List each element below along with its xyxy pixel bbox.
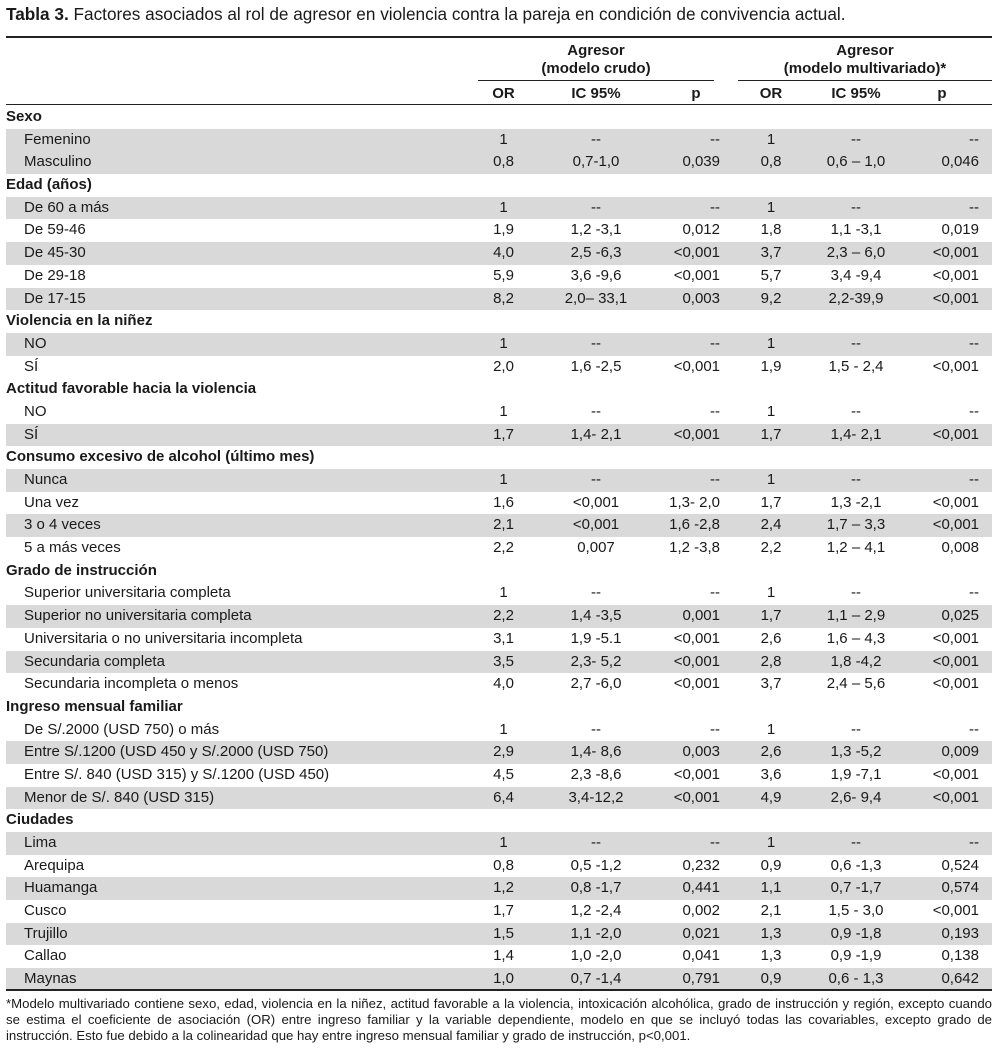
p-multi-cell: <0,001 — [932, 516, 979, 534]
or-crude-cell: 2,2 — [493, 607, 514, 625]
or-multi-cell: 1 — [766, 198, 776, 216]
or-multi-cell: 1 — [766, 834, 776, 851]
p-crude-cell: <0,001 — [673, 357, 720, 375]
ic-crude-cell: 1,9 -5.1 — [570, 629, 622, 647]
ic-multi-cell: 0,9 -1,9 — [830, 947, 882, 965]
row-label: 5 a más veces — [24, 539, 121, 557]
ic-crude-cell: 1,0 -2,0 — [570, 947, 622, 965]
ic-crude-cell: 1,1 -2,0 — [570, 924, 622, 942]
group-underline-crude — [478, 80, 714, 81]
ic-multi-cell: 0,7 -1,7 — [830, 879, 882, 897]
col-header-or-multi: OR — [759, 85, 783, 102]
or-crude-cell: 4,5 — [493, 765, 514, 783]
ic-crude-cell: <0,001 — [572, 493, 620, 511]
p-crude-cell: 1,2 -3,8 — [669, 539, 720, 557]
p-crude-cell: <0,001 — [673, 765, 720, 783]
table-row — [6, 356, 992, 379]
p-multi-cell: 0,008 — [941, 539, 979, 557]
table-row — [6, 787, 992, 810]
ic-crude-cell: 0,5 -1,2 — [570, 856, 622, 874]
or-crude-cell: 1,2 — [493, 879, 514, 897]
ic-multi-cell: 0,9 -1,8 — [830, 924, 882, 942]
row-label: De 60 a más — [24, 198, 110, 216]
ic-multi-cell: 1,1 – 2,9 — [826, 607, 886, 625]
p-multi-cell: <0,001 — [932, 765, 979, 783]
ic-crude-cell: 1,4- 2,1 — [570, 425, 622, 443]
or-multi-cell: 4,9 — [760, 788, 782, 806]
row-label: De 29-18 — [24, 266, 86, 284]
ic-crude-cell: -- — [591, 720, 601, 738]
or-multi-cell: 2,4 — [760, 516, 782, 534]
section-header-row — [6, 310, 992, 333]
p-multi-cell: <0,001 — [932, 788, 979, 806]
table-row — [6, 628, 992, 651]
p-multi-cell: <0,001 — [932, 652, 979, 670]
ic-multi-cell: 1,7 – 3,3 — [826, 516, 886, 534]
ic-multi-cell: 0,6 - 1,3 — [828, 970, 884, 988]
ic-multi-cell: -- — [851, 130, 861, 148]
row-label: NO — [24, 334, 47, 352]
p-crude-cell: <0,001 — [673, 652, 720, 670]
or-crude-cell: 1 — [499, 334, 508, 352]
p-crude-cell: -- — [710, 584, 720, 602]
table-row — [6, 968, 992, 991]
row-label: De 59-46 — [24, 221, 86, 239]
table-row — [6, 855, 992, 878]
row-label: Secundaria incompleta o menos — [24, 675, 239, 693]
row-label: Menor de S/. 840 (USD 315) — [24, 788, 215, 806]
p-multi-cell: -- — [969, 198, 979, 216]
or-multi-cell: 1,7 — [760, 425, 782, 443]
ic-multi-cell: -- — [851, 834, 861, 851]
or-multi-cell: 1 — [766, 402, 776, 420]
section-header-row — [6, 809, 992, 832]
ic-crude-cell: -- — [591, 584, 601, 602]
or-crude-cell: 1,0 — [493, 970, 514, 988]
p-crude-cell: 0,041 — [682, 947, 720, 965]
caption-label: Tabla 3. — [6, 4, 69, 24]
row-label: Universitaria o no universitaria incompleta — [24, 629, 303, 647]
ic-crude-cell: 2,3 -8,6 — [570, 765, 622, 783]
ic-crude-cell: 1,2 -2,4 — [570, 902, 622, 920]
table-row — [6, 605, 992, 628]
or-multi-cell: 1,3 — [760, 947, 782, 965]
table-row — [6, 265, 992, 288]
col-header-ic-multi: IC 95% — [831, 85, 881, 102]
or-crude-cell: 1 — [499, 130, 508, 148]
p-multi-cell: -- — [969, 834, 979, 851]
p-multi-cell: -- — [969, 130, 979, 148]
p-crude-cell: 1,6 -2,8 — [669, 516, 720, 534]
or-multi-cell: 0,9 — [760, 856, 782, 874]
ic-crude-cell: -- — [591, 130, 601, 148]
p-multi-cell: <0,001 — [932, 289, 979, 307]
or-multi-cell: 0,8 — [760, 153, 782, 171]
ic-crude-cell: 0,7 -1,4 — [570, 970, 622, 988]
p-crude-cell: 0,791 — [682, 970, 720, 988]
or-crude-cell: 1 — [499, 834, 508, 851]
p-crude-cell: 0,232 — [682, 856, 720, 874]
or-crude-cell: 1,7 — [493, 425, 514, 443]
or-crude-cell: 0,8 — [493, 856, 514, 874]
ic-crude-cell: 0,8 -1,7 — [570, 879, 622, 897]
section-header-row — [6, 560, 992, 583]
p-crude-cell: -- — [710, 834, 720, 851]
or-multi-cell: 1 — [766, 720, 776, 738]
or-crude-cell: 1 — [499, 198, 508, 216]
row-label: De 17-15 — [24, 289, 86, 307]
table-row — [6, 673, 992, 696]
p-multi-cell: 0,574 — [941, 879, 979, 897]
ic-multi-cell: 3,4 -9,4 — [830, 266, 882, 284]
or-multi-cell: 2,6 — [760, 743, 782, 761]
p-crude-cell: 0,441 — [682, 879, 720, 897]
row-label: 3 o 4 veces — [24, 516, 101, 534]
or-multi-cell: 1,8 — [760, 221, 782, 239]
or-multi-cell: 1,7 — [760, 607, 782, 625]
p-crude-cell: 0,003 — [682, 743, 720, 761]
p-multi-cell: -- — [969, 720, 979, 738]
section-label: Sexo — [6, 108, 42, 125]
row-label: Trujillo — [24, 924, 68, 942]
table-row — [6, 288, 992, 311]
ic-crude-cell: 3,6 -9,6 — [570, 266, 622, 284]
ic-crude-cell: -- — [591, 402, 601, 420]
row-label: Huamanga — [24, 879, 98, 897]
or-crude-cell: 1,6 — [493, 493, 514, 511]
ic-multi-cell: 1,5 - 3,0 — [828, 902, 884, 920]
table-row — [6, 333, 992, 356]
row-label: Superior universitaria completa — [24, 584, 231, 602]
p-multi-cell: -- — [969, 471, 979, 488]
ic-multi-cell: -- — [851, 471, 861, 488]
ic-multi-cell: 2,2-39,9 — [828, 289, 884, 307]
p-crude-cell: <0,001 — [673, 788, 720, 806]
ic-crude-cell: 1,4- 8,6 — [570, 743, 622, 761]
p-crude-cell: <0,001 — [673, 425, 720, 443]
section-label: Violencia en la niñez — [6, 312, 153, 330]
ic-multi-cell: 0,6 – 1,0 — [826, 153, 886, 171]
or-multi-cell: 1,7 — [760, 493, 782, 511]
or-crude-cell: 1,7 — [493, 902, 514, 920]
ic-multi-cell: -- — [851, 402, 861, 420]
or-crude-cell: 6,4 — [493, 788, 514, 806]
table-row — [6, 923, 992, 946]
or-multi-cell: 1,3 — [760, 924, 782, 942]
section-label: Ingreso mensual familiar — [6, 697, 183, 715]
group-header-multivariate — [738, 42, 992, 78]
table-row — [6, 832, 992, 855]
section-header-row — [6, 696, 992, 719]
or-crude-cell: 2,2 — [493, 539, 514, 557]
row-label: NO — [24, 402, 47, 420]
row-label: Superior no universitaria completa — [24, 607, 252, 625]
p-crude-cell: 0,002 — [682, 902, 720, 920]
table-row — [6, 741, 992, 764]
ic-crude-cell: 0,007 — [577, 539, 615, 557]
caption-text: Factores asociados al rol de agresor en violencia contra la pareja en condición de convivencia actual. — [73, 4, 846, 24]
p-multi-cell: 0,524 — [941, 856, 979, 874]
group-crude-line2: (modelo crudo) — [541, 60, 651, 77]
ic-crude-cell: -- — [591, 198, 601, 216]
group-header-crude — [478, 42, 714, 78]
or-crude-cell: 4,0 — [493, 244, 514, 262]
or-multi-cell: 1 — [766, 334, 776, 352]
or-crude-cell: 3,1 — [493, 629, 514, 647]
or-crude-cell: 0,8 — [493, 153, 514, 171]
ic-crude-cell: 2,3- 5,2 — [570, 652, 622, 670]
p-crude-cell: -- — [710, 471, 720, 488]
or-multi-cell: 0,9 — [760, 970, 782, 988]
row-label: Masculino — [24, 153, 92, 171]
ic-crude-cell: 1,6 -2,5 — [570, 357, 622, 375]
group-underline-multivariate — [738, 80, 992, 81]
row-label: Nunca — [24, 471, 68, 488]
col-header-p-multi: p — [937, 85, 947, 102]
table-row — [6, 719, 992, 742]
table-footnote: *Modelo multivariado contiene sexo, edad, violencia en la niñez, actitud favorable a la violencia, intoxicación alcohólica, grado de instrucción y región, excepto cuando se estima el coeficiente de asociación (OR) entre ingreso familiar y la variable dependiente, modelo en que se incluyó todas las covariables, excepto grado de instrucción. Esto fue debido a la colinearidad que hay entre ingreso mensual familiar y grado de instrucción, p<0,001. — [6, 996, 992, 1043]
row-label: Entre S/. 840 (USD 315) y S/.1200 (USD 450) — [24, 765, 330, 783]
p-crude-cell: -- — [710, 334, 720, 352]
ic-multi-cell: 1,5 - 2,4 — [828, 357, 884, 375]
or-multi-cell: 9,2 — [760, 289, 782, 307]
row-label: SÍ — [24, 357, 39, 375]
p-multi-cell: 0,046 — [941, 153, 979, 171]
table-row — [6, 764, 992, 787]
or-multi-cell: 2,8 — [760, 652, 782, 670]
p-crude-cell: -- — [710, 402, 720, 420]
or-crude-cell: 1,4 — [493, 947, 514, 965]
ic-multi-cell: 1,4- 2,1 — [830, 425, 882, 443]
p-multi-cell: 0,193 — [941, 924, 979, 942]
p-multi-cell: <0,001 — [932, 357, 979, 375]
p-crude-cell: <0,001 — [673, 244, 720, 262]
ic-crude-cell: 1,4 -3,5 — [570, 607, 622, 625]
p-multi-cell: <0,001 — [932, 675, 979, 693]
table-row — [6, 537, 992, 560]
p-multi-cell: <0,001 — [932, 493, 979, 511]
p-multi-cell: 0,009 — [941, 743, 979, 761]
ic-crude-cell: 2,5 -6,3 — [570, 244, 622, 262]
p-multi-cell: 0,138 — [941, 947, 979, 965]
row-label: SÍ — [24, 425, 39, 443]
row-label: Femenino — [24, 130, 91, 148]
table-row — [6, 492, 992, 515]
table-row — [6, 469, 992, 492]
section-header-row — [6, 106, 992, 129]
or-crude-cell: 1 — [499, 471, 508, 488]
section-header-row — [6, 174, 992, 197]
ic-crude-cell: -- — [591, 334, 601, 352]
ic-crude-cell: 0,7-1,0 — [572, 153, 620, 171]
section-header-row — [6, 378, 992, 401]
ic-multi-cell: -- — [851, 584, 861, 602]
p-crude-cell: 0,001 — [682, 607, 720, 625]
or-multi-cell: 1 — [766, 471, 776, 488]
table-caption — [6, 3, 996, 25]
p-crude-cell: 0,003 — [682, 289, 720, 307]
or-crude-cell: 3,5 — [493, 652, 514, 670]
ic-multi-cell: -- — [851, 198, 861, 216]
or-crude-cell: 1 — [499, 720, 508, 738]
or-multi-cell: 1,9 — [760, 357, 782, 375]
ic-multi-cell: 1,6 – 4,3 — [826, 629, 886, 647]
p-multi-cell: -- — [969, 584, 979, 602]
table-row — [6, 651, 992, 674]
section-label: Edad (años) — [6, 176, 92, 194]
section-label: Grado de instrucción — [6, 561, 157, 579]
p-crude-cell: 0,012 — [682, 221, 720, 239]
table-row — [6, 582, 992, 605]
or-multi-cell: 1 — [766, 584, 776, 602]
row-label: Entre S/.1200 (USD 450 y S/.2000 (USD 750) — [24, 743, 329, 761]
or-crude-cell: 1 — [499, 584, 508, 602]
row-label: Lima — [24, 834, 57, 851]
table-row — [6, 401, 992, 424]
p-crude-cell: 0,039 — [682, 153, 720, 171]
ic-multi-cell: 1,8 -4,2 — [830, 652, 882, 670]
row-label: Callao — [24, 947, 67, 965]
or-crude-cell: 1,5 — [493, 924, 514, 942]
ic-multi-cell: -- — [851, 720, 861, 738]
ic-crude-cell: -- — [591, 834, 601, 851]
table-body — [6, 106, 992, 991]
p-crude-cell: 0,021 — [682, 924, 720, 942]
p-crude-cell: 1,3- 2,0 — [669, 493, 720, 511]
p-crude-cell: <0,001 — [673, 675, 720, 693]
p-crude-cell: -- — [710, 198, 720, 216]
p-crude-cell: <0,001 — [673, 266, 720, 284]
ic-crude-cell: 2,7 -6,0 — [570, 675, 622, 693]
p-multi-cell: 0,025 — [941, 607, 979, 625]
p-crude-cell: <0,001 — [673, 629, 720, 647]
table-row — [6, 219, 992, 242]
table-row — [6, 129, 992, 152]
table-row — [6, 197, 992, 220]
or-multi-cell: 3,6 — [760, 765, 782, 783]
table-row — [6, 151, 992, 174]
bottom-rule — [6, 989, 992, 991]
ic-multi-cell: 1,2 – 4,1 — [826, 539, 886, 557]
p-multi-cell: <0,001 — [932, 902, 979, 920]
ic-multi-cell: 1,9 -7,1 — [830, 765, 882, 783]
top-rule — [6, 36, 992, 38]
p-multi-cell: 0,642 — [941, 970, 979, 988]
table-row — [6, 514, 992, 537]
table-row — [6, 424, 992, 447]
p-multi-cell: -- — [969, 402, 979, 420]
or-multi-cell: 1,1 — [760, 879, 782, 897]
or-crude-cell: 1 — [499, 402, 508, 420]
section-header-row — [6, 446, 992, 469]
or-crude-cell: 8,2 — [493, 289, 514, 307]
table-row — [6, 877, 992, 900]
ic-multi-cell: 1,3 -2,1 — [830, 493, 882, 511]
p-crude-cell: -- — [710, 130, 720, 148]
row-label: Maynas — [24, 970, 77, 988]
ic-crude-cell: <0,001 — [572, 516, 620, 534]
col-header-p-crude: p — [691, 85, 701, 102]
p-crude-cell: -- — [710, 720, 720, 738]
table-row — [6, 242, 992, 265]
or-crude-cell: 2,1 — [493, 516, 514, 534]
or-multi-cell: 5,7 — [760, 266, 782, 284]
ic-crude-cell: 2,0– 33,1 — [564, 289, 628, 307]
ic-multi-cell: 1,3 -5,2 — [830, 743, 882, 761]
p-multi-cell: <0,001 — [932, 425, 979, 443]
or-crude-cell: 2,0 — [493, 357, 514, 375]
row-label: De 45-30 — [24, 244, 86, 262]
ic-crude-cell: 3,4-12,2 — [568, 788, 624, 806]
row-label: Secundaria completa — [24, 652, 165, 670]
p-multi-cell: -- — [969, 334, 979, 352]
row-label: Arequipa — [24, 856, 85, 874]
or-multi-cell: 1 — [766, 130, 776, 148]
ic-crude-cell: -- — [591, 471, 601, 488]
or-crude-cell: 4,0 — [493, 675, 514, 693]
ic-multi-cell: -- — [851, 334, 861, 352]
group-multi-line1: Agresor — [836, 42, 894, 59]
or-multi-cell: 3,7 — [760, 244, 782, 262]
ic-multi-cell: 0,6 -1,3 — [830, 856, 882, 874]
col-header-ic-crude: IC 95% — [571, 85, 621, 102]
ic-multi-cell: 2,3 – 6,0 — [826, 244, 886, 262]
p-multi-cell: <0,001 — [932, 244, 979, 262]
or-multi-cell: 3,7 — [760, 675, 782, 693]
section-label: Ciudades — [6, 811, 74, 829]
p-multi-cell: 0,019 — [941, 221, 979, 239]
ic-multi-cell: 1,1 -3,1 — [830, 221, 882, 239]
or-crude-cell: 1,9 — [493, 221, 514, 239]
section-label: Actitud favorable hacia la violencia — [6, 380, 257, 398]
p-multi-cell: <0,001 — [932, 629, 979, 647]
or-crude-cell: 5,9 — [493, 266, 514, 284]
table-row — [6, 900, 992, 923]
col-header-or-crude: OR — [492, 85, 515, 102]
row-label: Cusco — [24, 902, 67, 920]
row-label: Una vez — [24, 493, 80, 511]
group-multi-line2: (modelo multivariado)* — [783, 60, 947, 77]
or-multi-cell: 2,1 — [760, 902, 782, 920]
table-row — [6, 945, 992, 968]
or-multi-cell: 2,6 — [760, 629, 782, 647]
row-label: De S/.2000 (USD 750) o más — [24, 720, 220, 738]
header-rule — [6, 104, 992, 105]
ic-multi-cell: 2,4 – 5,6 — [826, 675, 886, 693]
group-crude-line1: Agresor — [567, 42, 625, 59]
or-crude-cell: 2,9 — [493, 743, 514, 761]
or-multi-cell: 2,2 — [760, 539, 782, 557]
section-label: Consumo excesivo de alcohol (último mes) — [6, 448, 315, 466]
ic-crude-cell: 1,2 -3,1 — [570, 221, 622, 239]
p-multi-cell: <0,001 — [932, 266, 979, 284]
ic-multi-cell: 2,6- 9,4 — [830, 788, 882, 806]
